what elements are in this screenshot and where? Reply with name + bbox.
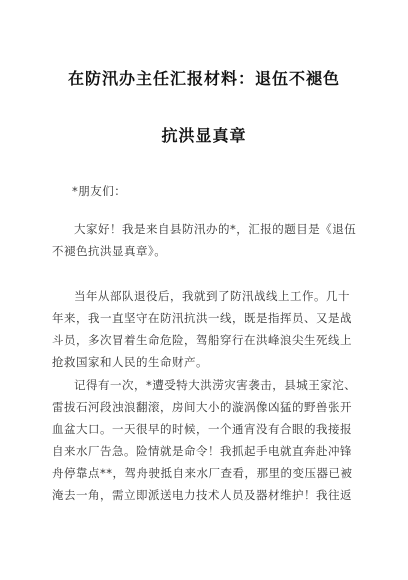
paragraph-line: 不褪色抗洪显真章》。 <box>52 244 167 258</box>
paragraph-line: 年来，我一直坚守在防汛抗洪一线，既是指挥员、又是战 <box>52 311 352 325</box>
paragraph-line: 抢救国家和人民的生命财产。 <box>52 355 208 369</box>
paragraph-line: 雷拔石河段浊浪翻滚，房间大小的漩涡像凶猛的野兽张开 <box>52 400 352 414</box>
paragraph-line: 自来水厂告急。险情就是命令！我抓起手电就直奔赴冲锋 <box>52 444 352 458</box>
paragraph-line: 斗员，多次冒着生命危险，驾船穿行在洪峰浪尖生死线上 <box>52 333 352 347</box>
paragraph-1 <box>52 218 358 262</box>
paragraph-line: 舟停靠点**，驾舟驶抵自来水厂查看，那里的变压器已被 <box>52 466 353 480</box>
greeting-text: *朋友们： <box>72 184 127 198</box>
paragraph-line: 当年从部队退役后，我就到了防汛战线上工作。几十 <box>74 289 350 303</box>
greeting <box>72 180 378 202</box>
document-title-line-2: 抗洪显真章 <box>161 126 247 145</box>
document-title-line-1: 在防汛办主任汇报材料：退伍不褪色 <box>67 69 340 88</box>
paragraph-line: 血盆大口。一天很早的时候，一个通宵没有合眼的我接报 <box>52 422 352 436</box>
paragraph-line: 大家好！我是来自县防汛办的*，汇报的题目是《退伍 <box>74 222 357 236</box>
paragraph-3 <box>52 374 358 506</box>
paragraph-line: 记得有一次，*遭受特大洪涝灾害袭击，县城王家沱、 <box>74 378 357 392</box>
paragraph-2 <box>52 285 358 373</box>
paragraph-line: 淹去一角，需立即派送电力技术人员及器材维护！我往返 <box>52 488 352 502</box>
